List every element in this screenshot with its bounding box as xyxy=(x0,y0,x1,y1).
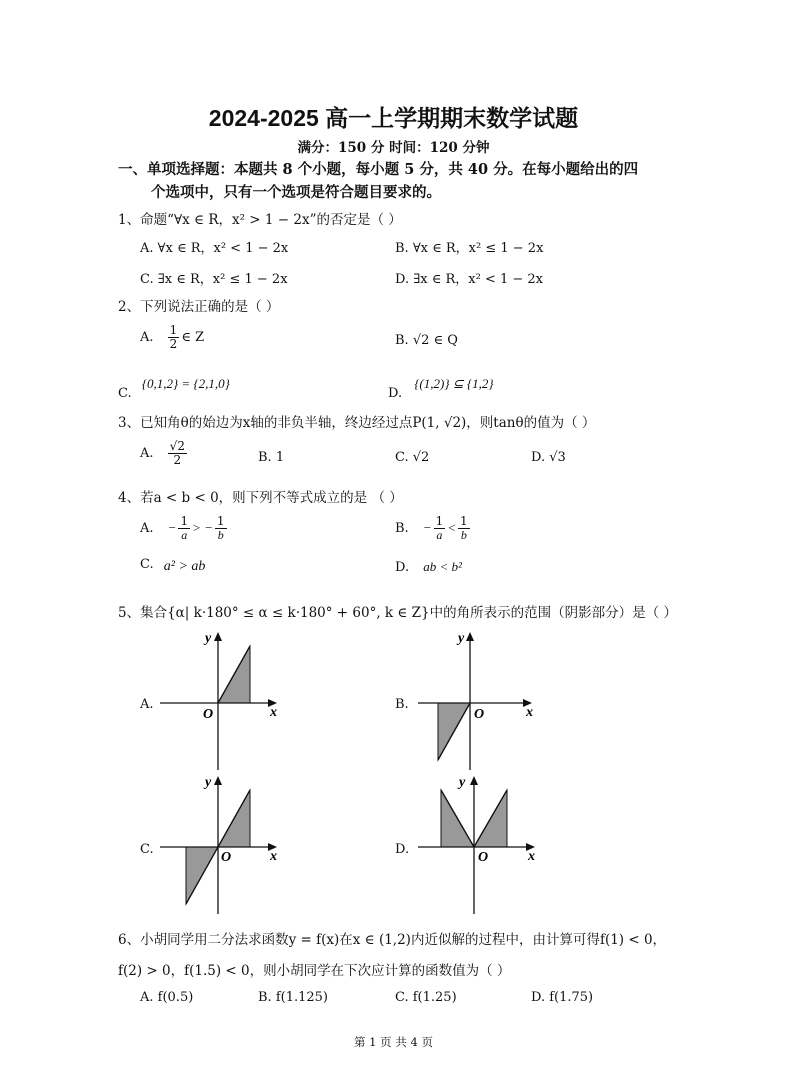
q1-option-b: B. ∀x ∈ R，x² ≤ 1 − 2x xyxy=(395,241,544,256)
q5-option-c-label: C. xyxy=(140,842,154,857)
y-label: y xyxy=(205,631,212,646)
q3-option-d: D. √3 xyxy=(531,450,566,465)
q3-option-a: A. $\frac{√2}{2}$ xyxy=(140,439,185,467)
q5-option-a-label: A. xyxy=(140,697,154,712)
q1-option-d: D. ∃x ∈ R，x² < 1 − 2x xyxy=(395,272,544,287)
q2-option-d: D. {(1,2)} ⊆ {1,2} xyxy=(388,376,494,401)
q6-stem-line2: f(2) > 0，f(1.5) < 0，则小胡同学在下次应计算的函数值为（ ） xyxy=(118,963,511,979)
q3-stem: 3、已知角θ的始边为x轴的非负半轴，终边经过点P(1, √2)，则tanθ的值为（ ） xyxy=(118,415,596,431)
exam-info: 满分：150 分 时间：120 分钟 xyxy=(297,140,490,156)
q3-option-b: B. 1 xyxy=(258,450,285,465)
page-number: 第 1 页 共 4 页 xyxy=(354,1035,433,1049)
q4-option-b: B. − $\frac{1}{a}$ < $\frac{1}{b}$ xyxy=(395,514,468,542)
x-label: x xyxy=(270,705,277,720)
q6-stem-line1: 6、小胡同学用二分法求函数y = f(x)在x ∈ (1,2)内近似解的过程中，由计算可得f(1) < 0， xyxy=(118,932,667,948)
q4-stem: 4、若a < b < 0，则下列不等式成立的是 （ ） xyxy=(118,490,403,506)
q6-option-d: D. f(1.75) xyxy=(531,990,594,1005)
origin-label: O xyxy=(203,707,214,722)
q1-stem: 1、命题“∀x ∈ R，x² > 1 − 2x”的否定是（ ） xyxy=(118,212,402,228)
origin-label: O xyxy=(474,707,485,722)
x-label: x xyxy=(526,705,533,720)
section-heading-cont: 个选项中，只有一个选项是符合题目要求的。 xyxy=(151,184,441,201)
q5-option-b-label: B. xyxy=(395,697,409,712)
y-label: y xyxy=(459,775,466,790)
section-heading: 一、单项选择题：本题共 8 个小题，每小题 5 分，共 40 分。在每小题给出的四 xyxy=(118,161,639,178)
q1-option-a: A. ∀x ∈ R，x² < 1 − 2x xyxy=(140,241,289,256)
origin-label: O xyxy=(221,850,232,865)
q3-option-c: C. √2 xyxy=(395,450,430,465)
y-label: y xyxy=(458,631,465,646)
q2-option-b: B. √2 ∈ Q xyxy=(395,333,458,348)
q4-option-a: A. − $\frac{1}{a}$ > − $\frac{1}{b}$ xyxy=(140,514,225,542)
q2-stem: 2、下列说法正确的是（ ） xyxy=(118,299,280,315)
q5-graph-a xyxy=(160,628,290,773)
x-label: x xyxy=(270,849,277,864)
y-label: y xyxy=(205,775,212,790)
q4-option-d: D. ab < b² xyxy=(395,559,462,575)
q5-graph-b xyxy=(418,628,548,773)
q6-option-b: B. f(1.125) xyxy=(258,990,328,1005)
q5-option-d-label: D. xyxy=(395,842,410,857)
q2-option-c: C. {0,1,2} = {2,1,0} xyxy=(118,376,230,401)
page-title: 2024-2025 高一上学期期末数学试题 xyxy=(208,105,579,131)
q6-option-c: C. f(1.25) xyxy=(395,990,457,1005)
q5-graph-c xyxy=(160,772,290,917)
q6-option-a: A. f(0.5) xyxy=(140,990,194,1005)
x-label: x xyxy=(528,849,535,864)
origin-label: O xyxy=(478,850,489,865)
q4-option-c: C. a² > ab xyxy=(140,557,206,574)
q1-option-c: C. ∃x ∈ R，x² ≤ 1 − 2x xyxy=(140,272,288,287)
q5-graph-d xyxy=(418,772,548,917)
q5-stem: 5、集合{α| k·180° ≤ α ≤ k·180° + 60°, k ∈ Z}中的角所表示的范围（阴影部分）是（ ） xyxy=(118,605,677,621)
q2-option-a: A. $\frac{1}{2}$ ∈ Z xyxy=(140,323,205,351)
